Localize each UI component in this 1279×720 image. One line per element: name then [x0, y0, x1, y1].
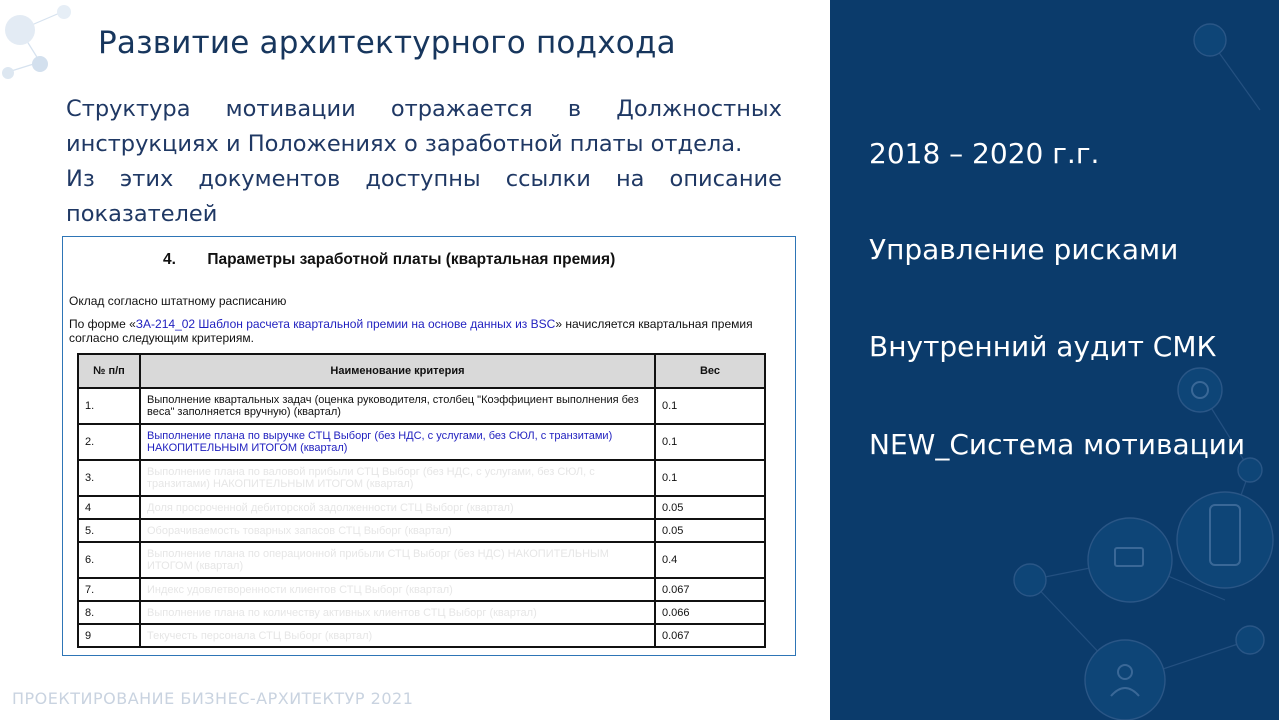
- intro-paragraph-1: Структура мотивации отражается в Должностных инструкциях и Положениях о заработной платы отдела.: [66, 96, 782, 157]
- table-row: [78, 496, 765, 519]
- bonus-line-prefix: По форме «: [69, 317, 136, 331]
- row-number: 2.: [78, 424, 140, 460]
- table-row: [78, 578, 765, 601]
- row-weight: 0.1: [655, 460, 765, 496]
- document-heading: [163, 251, 615, 269]
- row-weight: 0.1: [655, 424, 765, 460]
- row-number: 1.: [78, 388, 140, 424]
- table-row: [78, 519, 765, 542]
- row-criterion-hidden: Оборачиваемость товарных запасов СТЦ Выборг (квартал): [140, 519, 655, 542]
- criteria-table: [77, 353, 766, 648]
- section-number: 4.: [163, 251, 176, 268]
- panel-item-risk: Управление рисками: [869, 233, 1179, 266]
- section-title: Параметры заработной платы (квартальная премия): [207, 251, 616, 268]
- panel-item-years: 2018 – 2020 г.г.: [869, 137, 1100, 170]
- slide-title: Развитие архитектурного подхода: [98, 25, 676, 61]
- row-number: 5.: [78, 519, 140, 542]
- row-weight: 0.05: [655, 519, 765, 542]
- panel-item-motivation: NEW_Система мотивации: [869, 428, 1246, 461]
- row-weight: 0.067: [655, 578, 765, 601]
- table-header-row: [78, 354, 765, 388]
- row-criterion-hidden: Индекс удовлетворенности клиентов СТЦ Выборг (квартал): [140, 578, 655, 601]
- salary-line: Оклад согласно штатному расписанию: [69, 294, 287, 308]
- right-panel: [830, 0, 1279, 720]
- table-row: [78, 601, 765, 624]
- row-criterion-hidden: Выполнение плана по валовой прибыли СТЦ Выборг (без НДС, с услугами, без СЮЛ, с транзитами) НАКОПИТЕЛЬНЫМ ИТОГОМ (квартал): [140, 460, 655, 496]
- row-number: 9: [78, 624, 140, 647]
- header-number: № п/п: [78, 354, 140, 388]
- header-name: Наименование критерия: [140, 354, 655, 388]
- row-weight: 0.4: [655, 542, 765, 578]
- row-number: 6.: [78, 542, 140, 578]
- row-number: 3.: [78, 460, 140, 496]
- row-number: 7.: [78, 578, 140, 601]
- intro-paragraph-2: Из этих документов доступны ссылки на описание показателей: [66, 166, 782, 227]
- row-number: 4: [78, 496, 140, 519]
- template-link[interactable]: ЗА-214_02 Шаблон расчета квартальной премии на основе данных из BSC: [135, 317, 556, 331]
- row-number: 8.: [78, 601, 140, 624]
- intro-text: [66, 92, 782, 232]
- row-weight: 0.067: [655, 624, 765, 647]
- row-criterion-hidden: Выполнение плана по операционной прибыли СТЦ Выборг (без НДС) НАКОПИТЕЛЬНЫМ ИТОГОМ (квартал): [140, 542, 655, 578]
- network-decoration-icon: [0, 0, 100, 90]
- table-row: [78, 388, 765, 424]
- table-row: [78, 542, 765, 578]
- row-criterion-link[interactable]: Выполнение плана по выручке СТЦ Выборг (без НДС, с услугами, без СЮЛ, с транзитами) НАКОПИТЕЛЬНЫМ ИТОГОМ (квартал): [140, 424, 655, 460]
- table-row: [78, 624, 765, 647]
- row-criterion-hidden: Доля просроченной дебиторской задолженности СТЦ Выборг (квартал): [140, 496, 655, 519]
- document-excerpt: [62, 236, 796, 656]
- bonus-line-suffix: » начисляется квартальная премия согласно следующим критериям.: [69, 317, 753, 345]
- row-weight: 0.066: [655, 601, 765, 624]
- row-weight: 0.05: [655, 496, 765, 519]
- row-criterion: Выполнение квартальных задач (оценка руководителя, столбец "Коэффициент выполнения без веса" заполняется вручную) (квартал): [140, 388, 655, 424]
- panel-item-audit: Внутренний аудит СМК: [869, 330, 1217, 363]
- row-criterion-hidden: Выполнение плана по количеству активных клиентов СТЦ Выборг (квартал): [140, 601, 655, 624]
- header-weight: Вес: [655, 354, 765, 388]
- slide-footer: ПРОЕКТИРОВАНИЕ БИЗНЕС-АРХИТЕКТУР 2021: [12, 689, 414, 708]
- table-row: [78, 424, 765, 460]
- bonus-line: [69, 317, 791, 345]
- row-criterion-hidden: Текучесть персонала СТЦ Выборг (квартал): [140, 624, 655, 647]
- table-row: [78, 460, 765, 496]
- row-weight: 0.1: [655, 388, 765, 424]
